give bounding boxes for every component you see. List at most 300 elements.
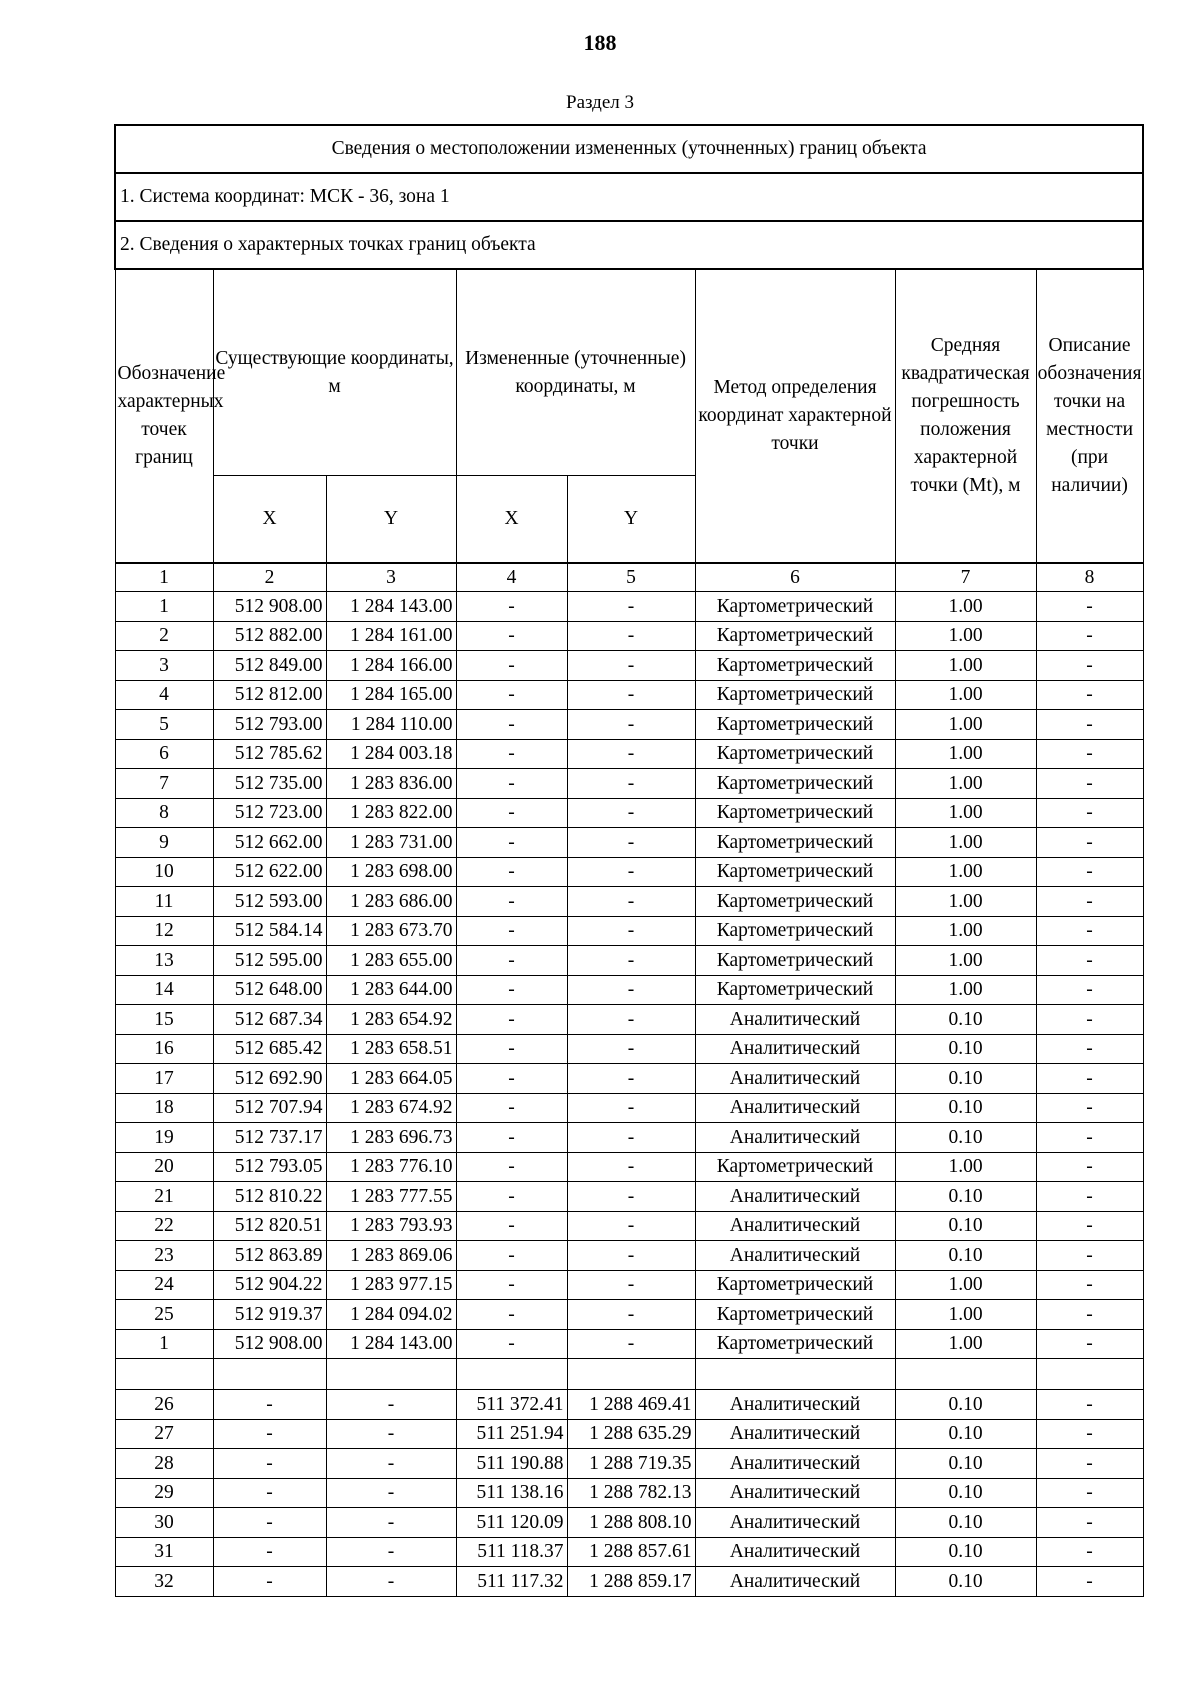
- table-row: [115, 769, 1143, 799]
- error-mt: 1.00: [895, 1329, 1036, 1359]
- error-mt: 1.00: [895, 828, 1036, 858]
- description: -: [1036, 739, 1143, 769]
- table-row: [115, 680, 1143, 710]
- changed-x: -: [456, 710, 567, 740]
- changed-x: -: [456, 621, 567, 651]
- table-row: [115, 1241, 1143, 1271]
- error-mt: 1.00: [895, 1300, 1036, 1330]
- method: Картометрический: [695, 946, 895, 976]
- table-row: [115, 1300, 1143, 1330]
- table-row: [115, 1211, 1143, 1241]
- error-mt: 0.10: [895, 1390, 1036, 1420]
- existing-y: 1 283 698.00: [326, 857, 456, 887]
- point-id: 6: [115, 739, 213, 769]
- changed-y: -: [567, 1005, 695, 1035]
- changed-x: -: [456, 1241, 567, 1271]
- point-id: 30: [115, 1508, 213, 1538]
- point-id: 1: [115, 592, 213, 622]
- existing-x: 512 919.37: [213, 1300, 326, 1330]
- point-id: 16: [115, 1034, 213, 1064]
- changed-y: -: [567, 1093, 695, 1123]
- existing-x: 512 735.00: [213, 769, 326, 799]
- table-row: [115, 1182, 1143, 1212]
- error-mt: 1.00: [895, 946, 1036, 976]
- error-mt: 0.10: [895, 1211, 1036, 1241]
- existing-x: -: [213, 1537, 326, 1567]
- existing-y: 1 284 143.00: [326, 1329, 456, 1359]
- changed-x: -: [456, 828, 567, 858]
- method: Картометрический: [695, 1300, 895, 1330]
- changed-x: -: [456, 1152, 567, 1182]
- method: Картометрический: [695, 592, 895, 622]
- description: -: [1036, 1064, 1143, 1094]
- error-mt: 1.00: [895, 1152, 1036, 1182]
- changed-y: -: [567, 975, 695, 1005]
- method: Аналитический: [695, 1537, 895, 1567]
- description: -: [1036, 1329, 1143, 1359]
- existing-x: 512 810.22: [213, 1182, 326, 1212]
- existing-y: -: [326, 1567, 456, 1597]
- method: Картометрический: [695, 975, 895, 1005]
- table-row: [115, 1123, 1143, 1153]
- header-changed-x: X: [456, 476, 567, 564]
- existing-y: 1 284 166.00: [326, 651, 456, 681]
- table-row: [115, 710, 1143, 740]
- table-row: [115, 857, 1143, 887]
- changed-x: -: [456, 1329, 567, 1359]
- method: Аналитический: [695, 1419, 895, 1449]
- point-id: 12: [115, 916, 213, 946]
- changed-x: 511 190.88: [456, 1449, 567, 1479]
- points-section-title: 2. Сведения о характерных точках границ объекта: [115, 221, 1143, 269]
- existing-x: -: [213, 1390, 326, 1420]
- method: Аналитический: [695, 1064, 895, 1094]
- method: Картометрический: [695, 828, 895, 858]
- changed-y: -: [567, 710, 695, 740]
- error-mt: 1.00: [895, 621, 1036, 651]
- table-row: [115, 1270, 1143, 1300]
- existing-y: 1 283 869.06: [326, 1241, 456, 1271]
- method: Картометрический: [695, 1152, 895, 1182]
- description: -: [1036, 1419, 1143, 1449]
- existing-x: 512 662.00: [213, 828, 326, 858]
- changed-y: -: [567, 1329, 695, 1359]
- changed-x: -: [456, 857, 567, 887]
- header-error: Средняя квадратическая погрешность положения характерной точки (Mt), м: [895, 269, 1036, 563]
- method: Картометрический: [695, 621, 895, 651]
- table-row: [115, 739, 1143, 769]
- point-id: 25: [115, 1300, 213, 1330]
- error-mt: 0.10: [895, 1241, 1036, 1271]
- existing-x: 512 849.00: [213, 651, 326, 681]
- point-id: 9: [115, 828, 213, 858]
- description: -: [1036, 710, 1143, 740]
- column-number-row: [115, 563, 1143, 592]
- description: -: [1036, 592, 1143, 622]
- header-existing-y: Y: [326, 476, 456, 564]
- error-mt: 0.10: [895, 1478, 1036, 1508]
- point-id: 1: [115, 1329, 213, 1359]
- column-number: 6: [695, 563, 895, 592]
- description: -: [1036, 916, 1143, 946]
- changed-y: -: [567, 1211, 695, 1241]
- method: Аналитический: [695, 1449, 895, 1479]
- existing-y: 1 283 673.70: [326, 916, 456, 946]
- description: -: [1036, 1567, 1143, 1597]
- existing-y: 1 283 793.93: [326, 1211, 456, 1241]
- point-id: 26: [115, 1390, 213, 1420]
- changed-x: 511 118.37: [456, 1537, 567, 1567]
- table-row: [115, 1537, 1143, 1567]
- error-mt: 0.10: [895, 1567, 1036, 1597]
- point-id: 18: [115, 1093, 213, 1123]
- header-existing-x: X: [213, 476, 326, 564]
- point-id: 13: [115, 946, 213, 976]
- existing-y: -: [326, 1449, 456, 1479]
- point-id: 10: [115, 857, 213, 887]
- changed-x: -: [456, 651, 567, 681]
- error-mt: 1.00: [895, 651, 1036, 681]
- changed-y: -: [567, 828, 695, 858]
- table-row: [115, 1567, 1143, 1597]
- changed-x: -: [456, 946, 567, 976]
- method: Аналитический: [695, 1034, 895, 1064]
- changed-y: -: [567, 1123, 695, 1153]
- existing-x: 512 863.89: [213, 1241, 326, 1271]
- method: Аналитический: [695, 1478, 895, 1508]
- description: -: [1036, 1508, 1143, 1538]
- existing-y: 1 283 654.92: [326, 1005, 456, 1035]
- points-group-2: [115, 1390, 1143, 1597]
- existing-x: -: [213, 1508, 326, 1538]
- table-row: [115, 592, 1143, 622]
- existing-x: 512 908.00: [213, 1329, 326, 1359]
- changed-y: 1 288 782.13: [567, 1478, 695, 1508]
- table-row: [115, 621, 1143, 651]
- existing-y: 1 284 143.00: [326, 592, 456, 622]
- existing-x: 512 593.00: [213, 887, 326, 917]
- description: -: [1036, 1241, 1143, 1271]
- changed-x: 511 138.16: [456, 1478, 567, 1508]
- column-number: 7: [895, 563, 1036, 592]
- changed-x: -: [456, 1123, 567, 1153]
- method: Аналитический: [695, 1567, 895, 1597]
- changed-y: -: [567, 1152, 695, 1182]
- existing-x: 512 584.14: [213, 916, 326, 946]
- error-mt: 1.00: [895, 857, 1036, 887]
- existing-x: 512 908.00: [213, 592, 326, 622]
- column-number: 4: [456, 563, 567, 592]
- table-row: [115, 651, 1143, 681]
- existing-x: 512 882.00: [213, 621, 326, 651]
- changed-x: -: [456, 1182, 567, 1212]
- changed-x: -: [456, 680, 567, 710]
- existing-y: 1 283 822.00: [326, 798, 456, 828]
- point-id: 28: [115, 1449, 213, 1479]
- section-label: Раздел 3: [566, 92, 634, 113]
- description: -: [1036, 1034, 1143, 1064]
- existing-x: 512 685.42: [213, 1034, 326, 1064]
- column-number: 2: [213, 563, 326, 592]
- point-id: 2: [115, 621, 213, 651]
- changed-x: -: [456, 1093, 567, 1123]
- error-mt: 0.10: [895, 1005, 1036, 1035]
- changed-y: 1 288 857.61: [567, 1537, 695, 1567]
- changed-y: -: [567, 857, 695, 887]
- point-id: 32: [115, 1567, 213, 1597]
- changed-x: -: [456, 1270, 567, 1300]
- existing-x: 512 622.00: [213, 857, 326, 887]
- table-row: [115, 975, 1143, 1005]
- table-row: [115, 1419, 1143, 1449]
- existing-x: 512 793.00: [213, 710, 326, 740]
- changed-x: -: [456, 1034, 567, 1064]
- changed-y: -: [567, 592, 695, 622]
- description: -: [1036, 887, 1143, 917]
- existing-x: 512 820.51: [213, 1211, 326, 1241]
- point-id: 7: [115, 769, 213, 799]
- existing-x: 512 687.34: [213, 1005, 326, 1035]
- point-id: 29: [115, 1478, 213, 1508]
- description: -: [1036, 1005, 1143, 1035]
- existing-x: 512 904.22: [213, 1270, 326, 1300]
- existing-y: 1 284 165.00: [326, 680, 456, 710]
- changed-x: 511 120.09: [456, 1508, 567, 1538]
- existing-x: 512 785.62: [213, 739, 326, 769]
- header-changed-y: Y: [567, 476, 695, 564]
- point-id: 31: [115, 1537, 213, 1567]
- changed-x: -: [456, 769, 567, 799]
- table-row: [115, 1093, 1143, 1123]
- existing-y: 1 283 655.00: [326, 946, 456, 976]
- point-id: 4: [115, 680, 213, 710]
- changed-y: 1 288 635.29: [567, 1419, 695, 1449]
- changed-y: -: [567, 1182, 695, 1212]
- point-id: 14: [115, 975, 213, 1005]
- method: Аналитический: [695, 1508, 895, 1538]
- changed-x: -: [456, 916, 567, 946]
- header-changed-coords: Измененные (уточненные) координаты, м: [456, 269, 695, 476]
- existing-x: -: [213, 1419, 326, 1449]
- method: Картометрический: [695, 1329, 895, 1359]
- table-row: [115, 1034, 1143, 1064]
- changed-y: -: [567, 916, 695, 946]
- method: Картометрический: [695, 857, 895, 887]
- existing-y: 1 283 686.00: [326, 887, 456, 917]
- description: -: [1036, 975, 1143, 1005]
- existing-x: 512 793.05: [213, 1152, 326, 1182]
- error-mt: 0.10: [895, 1537, 1036, 1567]
- table-row: [115, 1449, 1143, 1479]
- description: -: [1036, 946, 1143, 976]
- table-row: [115, 828, 1143, 858]
- table-title: Сведения о местоположении измененных (уточненных) границ объекта: [115, 125, 1143, 173]
- method: Аналитический: [695, 1005, 895, 1035]
- existing-y: 1 284 003.18: [326, 739, 456, 769]
- description: -: [1036, 798, 1143, 828]
- changed-x: 511 251.94: [456, 1419, 567, 1449]
- existing-y: 1 283 731.00: [326, 828, 456, 858]
- table-row: [115, 1478, 1143, 1508]
- error-mt: 1.00: [895, 710, 1036, 740]
- existing-x: 512 707.94: [213, 1093, 326, 1123]
- description: -: [1036, 1211, 1143, 1241]
- error-mt: 0.10: [895, 1064, 1036, 1094]
- point-id: 21: [115, 1182, 213, 1212]
- description: -: [1036, 1300, 1143, 1330]
- header-description: Описание обозначения точки на местности (при наличии): [1036, 269, 1143, 563]
- changed-x: -: [456, 798, 567, 828]
- existing-x: 512 812.00: [213, 680, 326, 710]
- changed-y: -: [567, 1270, 695, 1300]
- point-id: 8: [115, 798, 213, 828]
- existing-x: 512 692.90: [213, 1064, 326, 1094]
- changed-x: 511 117.32: [456, 1567, 567, 1597]
- existing-y: 1 283 777.55: [326, 1182, 456, 1212]
- column-number: 8: [1036, 563, 1143, 592]
- description: -: [1036, 1123, 1143, 1153]
- method: Аналитический: [695, 1241, 895, 1271]
- page-number: 188: [583, 30, 617, 55]
- point-id: 17: [115, 1064, 213, 1094]
- error-mt: 0.10: [895, 1419, 1036, 1449]
- method: Аналитический: [695, 1093, 895, 1123]
- changed-y: 1 288 808.10: [567, 1508, 695, 1538]
- changed-x: -: [456, 1300, 567, 1330]
- existing-x: 512 595.00: [213, 946, 326, 976]
- point-id: 27: [115, 1419, 213, 1449]
- boundary-points-table: [114, 124, 1144, 1597]
- changed-y: -: [567, 1064, 695, 1094]
- existing-y: 1 283 696.73: [326, 1123, 456, 1153]
- table-row: [115, 1329, 1143, 1359]
- table-row: [115, 1390, 1143, 1420]
- method: Картометрический: [695, 1270, 895, 1300]
- existing-y: 1 284 110.00: [326, 710, 456, 740]
- existing-y: -: [326, 1478, 456, 1508]
- changed-x: -: [456, 1005, 567, 1035]
- changed-y: -: [567, 798, 695, 828]
- table-row: [115, 1508, 1143, 1538]
- method: Аналитический: [695, 1123, 895, 1153]
- changed-y: -: [567, 1300, 695, 1330]
- existing-x: -: [213, 1567, 326, 1597]
- table-row: [115, 1152, 1143, 1182]
- description: -: [1036, 1478, 1143, 1508]
- method: Картометрический: [695, 651, 895, 681]
- method: Картометрический: [695, 887, 895, 917]
- existing-x: -: [213, 1449, 326, 1479]
- point-id: 22: [115, 1211, 213, 1241]
- method: Картометрический: [695, 798, 895, 828]
- column-number: 5: [567, 563, 695, 592]
- changed-y: 1 288 469.41: [567, 1390, 695, 1420]
- error-mt: 0.10: [895, 1508, 1036, 1538]
- column-number: 1: [115, 563, 213, 592]
- blank-separator-row: [115, 1359, 1143, 1390]
- description: -: [1036, 1390, 1143, 1420]
- error-mt: 0.10: [895, 1123, 1036, 1153]
- existing-y: 1 283 776.10: [326, 1152, 456, 1182]
- coordinate-system: 1. Система координат: МСК - 36, зона 1: [115, 173, 1143, 221]
- changed-y: -: [567, 1034, 695, 1064]
- error-mt: 1.00: [895, 739, 1036, 769]
- header-method: Метод определения координат характерной точки: [695, 269, 895, 563]
- changed-y: -: [567, 680, 695, 710]
- description: -: [1036, 651, 1143, 681]
- changed-y: -: [567, 739, 695, 769]
- error-mt: 1.00: [895, 680, 1036, 710]
- method: Картометрический: [695, 710, 895, 740]
- changed-y: 1 288 719.35: [567, 1449, 695, 1479]
- error-mt: 1.00: [895, 769, 1036, 799]
- changed-x: -: [456, 975, 567, 1005]
- existing-y: 1 284 094.02: [326, 1300, 456, 1330]
- point-id: 3: [115, 651, 213, 681]
- point-id: 11: [115, 887, 213, 917]
- description: -: [1036, 828, 1143, 858]
- changed-y: -: [567, 946, 695, 976]
- error-mt: 1.00: [895, 1270, 1036, 1300]
- existing-y: 1 283 658.51: [326, 1034, 456, 1064]
- description: -: [1036, 680, 1143, 710]
- changed-y: -: [567, 1241, 695, 1271]
- table-row: [115, 1064, 1143, 1094]
- point-id: 23: [115, 1241, 213, 1271]
- description: -: [1036, 1270, 1143, 1300]
- table-row: [115, 1005, 1143, 1035]
- changed-y: -: [567, 651, 695, 681]
- table-row: [115, 798, 1143, 828]
- error-mt: 1.00: [895, 975, 1036, 1005]
- existing-y: -: [326, 1390, 456, 1420]
- point-id: 19: [115, 1123, 213, 1153]
- changed-y: -: [567, 621, 695, 651]
- method: Аналитический: [695, 1182, 895, 1212]
- error-mt: 0.10: [895, 1034, 1036, 1064]
- changed-x: -: [456, 592, 567, 622]
- description: -: [1036, 857, 1143, 887]
- existing-y: -: [326, 1508, 456, 1538]
- description: -: [1036, 1537, 1143, 1567]
- existing-y: 1 283 664.05: [326, 1064, 456, 1094]
- description: -: [1036, 769, 1143, 799]
- error-mt: 0.10: [895, 1182, 1036, 1212]
- point-id: 20: [115, 1152, 213, 1182]
- changed-y: -: [567, 769, 695, 799]
- method: Картометрический: [695, 739, 895, 769]
- existing-x: 512 737.17: [213, 1123, 326, 1153]
- description: -: [1036, 621, 1143, 651]
- column-number: 3: [326, 563, 456, 592]
- description: -: [1036, 1449, 1143, 1479]
- point-id: 5: [115, 710, 213, 740]
- point-id: 15: [115, 1005, 213, 1035]
- method: Аналитический: [695, 1211, 895, 1241]
- error-mt: 1.00: [895, 798, 1036, 828]
- table-row: [115, 946, 1143, 976]
- header-point: Обозначение характерных точек границ: [115, 269, 213, 563]
- table-row: [115, 916, 1143, 946]
- error-mt: 0.10: [895, 1449, 1036, 1479]
- existing-x: -: [213, 1478, 326, 1508]
- error-mt: 1.00: [895, 887, 1036, 917]
- description: -: [1036, 1152, 1143, 1182]
- changed-y: -: [567, 887, 695, 917]
- existing-x: 512 648.00: [213, 975, 326, 1005]
- changed-x: -: [456, 1064, 567, 1094]
- description: -: [1036, 1093, 1143, 1123]
